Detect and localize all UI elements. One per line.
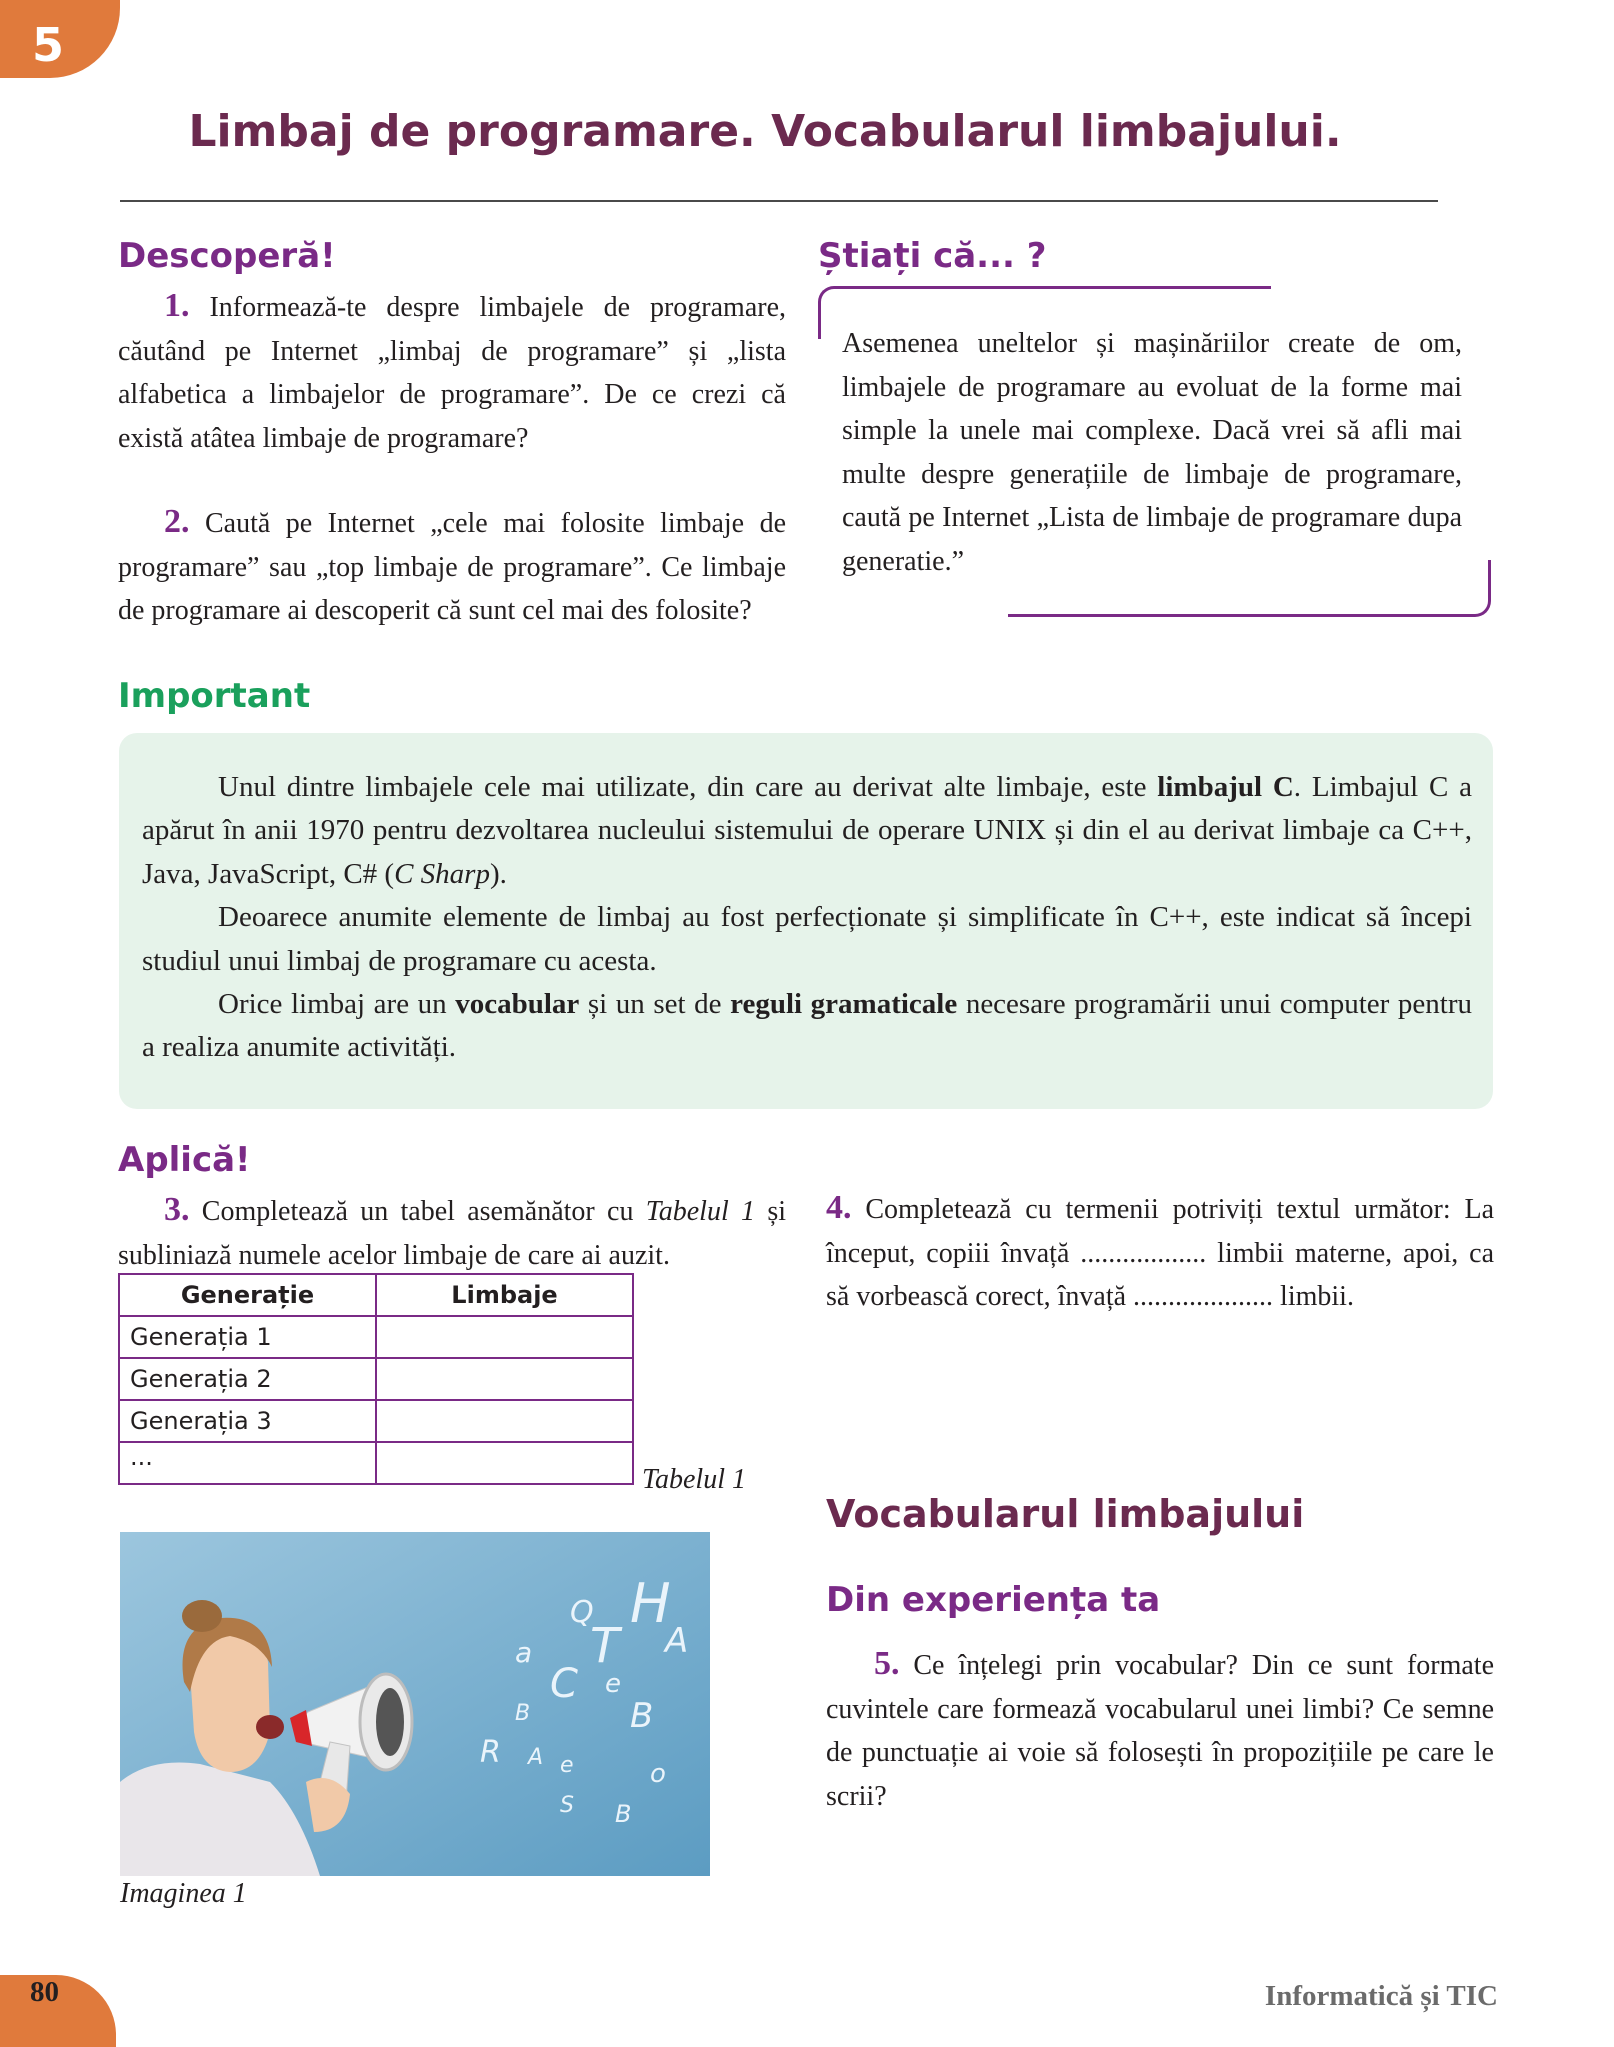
- letter-b: B: [630, 1696, 654, 1736]
- letter-a3: A: [528, 1745, 544, 1770]
- aplica-item-4: [826, 1186, 1494, 1319]
- aplica-heading: Aplică!: [118, 1140, 251, 1180]
- letter-r: R: [480, 1735, 501, 1770]
- table-cell: [376, 1316, 633, 1358]
- text-run: necesare programării unui computer pentru a realiza anumite activități.: [142, 988, 1472, 1064]
- table-header: Limbaje: [376, 1274, 633, 1316]
- table-row: [119, 1316, 633, 1358]
- table-header: Generație: [119, 1274, 376, 1316]
- item-text: Completează cu termenii potriviți textul următor: La început, copiii învață .................. limbii materne, apoi, ca să vorbească corect, învață .................... limbii.: [826, 1194, 1494, 1312]
- image-caption: Imaginea 1: [120, 1878, 247, 1909]
- letter-c: C: [550, 1661, 578, 1707]
- table-cell: Generația 3: [119, 1400, 376, 1442]
- megaphone-inner: [376, 1688, 404, 1756]
- experienta-heading: Din experiența ta: [826, 1580, 1161, 1620]
- table-row: [119, 1400, 633, 1442]
- item-text: Informează-te despre limbajele de programare, căutând pe Internet „limbaj de programare” și „lista alfabetica a limbajelor de programare”. De ce crezi că există atâtea limbaje de programare?: [118, 292, 787, 454]
- letter-q: Q: [570, 1595, 594, 1630]
- vocabular-heading: Vocabularul limbajului: [826, 1492, 1305, 1536]
- descopera-item-1: [118, 284, 786, 460]
- text-italic: Tabelul 1: [645, 1196, 756, 1227]
- item-number: 2.: [164, 503, 190, 540]
- vocabular-item-5: [826, 1642, 1494, 1818]
- text-run: Completează un tabel asemănător cu: [201, 1196, 646, 1227]
- item-number: 3.: [164, 1191, 190, 1228]
- chapter-tab: [0, 0, 120, 78]
- item-number: 1.: [164, 287, 190, 324]
- table-caption: Tabelul 1: [642, 1464, 746, 1495]
- letter-e: e: [605, 1669, 621, 1699]
- item-number: 4.: [826, 1189, 852, 1226]
- text-bold: limbajul C: [1157, 771, 1294, 803]
- table-header-row: [119, 1274, 633, 1316]
- important-heading: Important: [118, 676, 311, 716]
- text-run: . Limbajul C a apărut în anii 1970 pentru dezvoltarea nucleului sistemului de operare UNIX și din el au derivat limbaje ca C++, Java, JavaScript, C# (: [142, 771, 1473, 890]
- chapter-number: 5: [32, 18, 65, 72]
- letter-h: H: [630, 1572, 671, 1635]
- book-title-footer: Informatică și TIC: [1264, 1980, 1498, 2012]
- mouth-shape: [256, 1715, 284, 1739]
- page-number: 80: [30, 1976, 59, 2008]
- descopera-item-2: [118, 500, 786, 633]
- table-cell: [376, 1358, 633, 1400]
- text-bold: vocabular: [455, 988, 580, 1021]
- letter-t: T: [590, 1618, 620, 1674]
- table-cell: [376, 1442, 633, 1484]
- letter-a2: a: [515, 1636, 533, 1669]
- generations-table: [118, 1273, 634, 1485]
- text-bold: reguli gramaticale: [730, 988, 958, 1021]
- descopera-heading: Descoperă!: [118, 236, 336, 276]
- letter-b3: B: [615, 1800, 632, 1828]
- table-row: [119, 1358, 633, 1400]
- item-text: Ce înțelegi prin vocabular? Din ce sunt formate cuvintele care formează vocabularul unei limbi? Ce semne de punctuație ai voie să folosești în propozițiile pe care le scrii?: [826, 1650, 1495, 1812]
- stiati-text: Asemenea uneltelor și mașinăriilor create de om, limbajele de programare au evoluat de la forme mai simple la unele mai complexe. Dacă vrei să afli mai multe despre generațiile de limbaje de programare, caută pe Internet „Lista de limbaje de programare dupa generatie.”: [842, 328, 1462, 577]
- text-italic: C Sharp: [394, 857, 490, 890]
- text-run: și un set de: [579, 988, 731, 1021]
- item-text: Caută pe Internet „cele mai folosite limbaje de programare” sau „top limbaje de programare”. Ce limbaje de programare ai descoperit că sunt cel mai des folosite?: [118, 508, 786, 626]
- page-title: Limbaj de programare. Vocabularul limbajului.: [188, 106, 1342, 157]
- item-number: 5.: [874, 1645, 900, 1682]
- text-run: Deoarece anumite elemente de limbaj au fost perfecționate și simplificate în C++, este indicat să începi studiul unui limbaj de programare cu acesta.: [142, 901, 1472, 977]
- megaphone-girl-image: [120, 1532, 710, 1876]
- letter-s: S: [560, 1793, 574, 1818]
- table-cell: ...: [119, 1442, 376, 1484]
- important-text: [142, 766, 1472, 1070]
- text-run: și subliniază numele acelor limbaje de care ai auzit.: [118, 1196, 786, 1271]
- letter-e2: e: [560, 1753, 574, 1778]
- table-cell: [376, 1400, 633, 1442]
- hair-bun-shape: [182, 1600, 222, 1632]
- letter-b2: B: [515, 1701, 531, 1726]
- table-cell: Generația 2: [119, 1358, 376, 1400]
- table-row: [119, 1442, 633, 1484]
- aplica-item-3: [118, 1188, 786, 1277]
- text-run: Unul dintre limbajele cele mai utilizate, din care au derivat alte limbaje, este: [218, 771, 1158, 803]
- text-run: Orice limbaj are un: [218, 988, 456, 1021]
- letter-o: o: [650, 1759, 666, 1789]
- letter-a: A: [665, 1621, 689, 1661]
- text-run: ).: [489, 857, 507, 890]
- stiati-heading: Știați că... ?: [818, 236, 1047, 276]
- table-cell: Generația 1: [119, 1316, 376, 1358]
- title-divider: [120, 200, 1438, 202]
